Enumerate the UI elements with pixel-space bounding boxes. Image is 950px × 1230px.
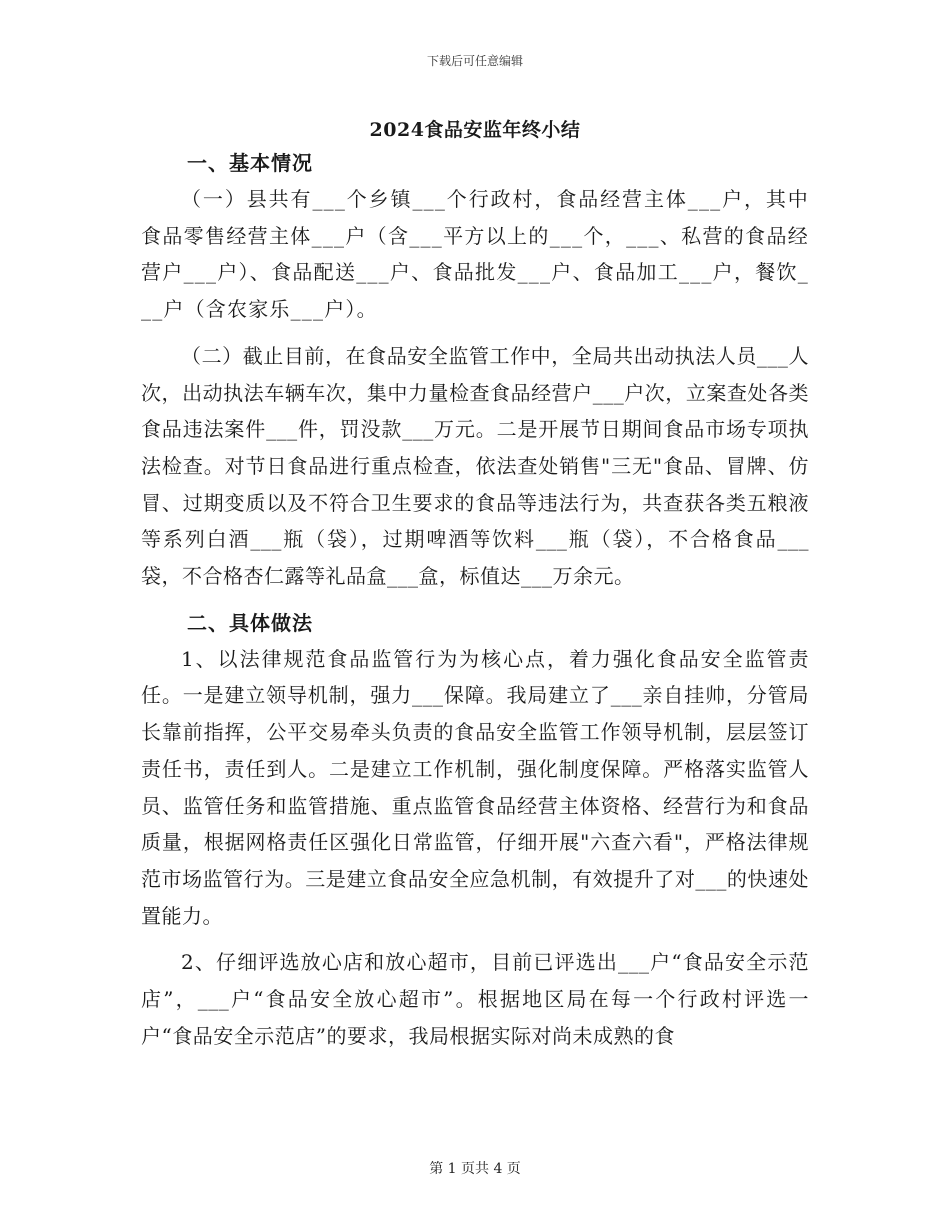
paragraph: 2、仔细评选放心店和放心超市，目前已评选出___户“食品安全示范店”，___户“食品安全放心超市”。根据地区局在每一个行政村评选一户“食品安全示范店”的要求，我局根据实际对尚未成熟的食 xyxy=(141,950,809,1048)
section-heading: 一、基本情况 xyxy=(187,151,313,175)
section-heading: 二、具体做法 xyxy=(187,610,313,635)
section-basic-situation xyxy=(141,145,809,595)
section-specific-practices xyxy=(141,605,809,1055)
paragraph: （二）截止目前，在食品安全监管工作中，全局共出动执法人员___人次，出动执法车辆车次，集中力量检查食品经营户___户次，立案查处各类食品违法案件___件，罚没款___万元。二是开展节日期间食品市场专项执法检查。对节日食品进行重点检查，依法查处销售"三无"食品、冒牌、仿冒、过期变质以及不符合卫生要求的食品等违法行为，共查获各类五粮液等系列白酒___瓶（袋），过期啤酒等饮料___瓶（袋），不合格食品___袋，不合格杏仁露等礼品盒___盒，标值达___万余元。 xyxy=(141,343,809,589)
page-footer: 第 1 页共 4 页 xyxy=(429,1161,521,1177)
document-title: 2024食品安监年终小结 xyxy=(369,119,581,141)
document-body xyxy=(141,145,809,1054)
paragraph: （一）县共有___个乡镇___个行政村，食品经营主体___户，其中食品零售经营主体___户（含___平方以上的___个，___、私营的食品经营户___户）、食品配送___户、食品批发___户、食品加工___户，餐饮___户（含农家乐___户）。 xyxy=(141,187,809,322)
header-note: 下载后可任意编辑 xyxy=(426,54,523,68)
paragraph: 1、以法律规范食品监管行为为核心点，着力强化食品安全监管责任。一是建立领导机制，强力___保障。我局建立了___亲自挂帅，分管局长靠前指挥，公平交易牵头负责的食品安全监管工作领导机制，层层签订责任书，责任到人。二是建立工作机制，强化制度保障。严格落实监管人员、监管任务和监管措施、重点监管食品经营主体资格、经营行为和食品质量，根据网格责任区强化日常监管，仔细开展"六查六看"，严格法律规范市场监管行为。三是建立食品安全应急机制，有效提升了对___的快速处置能力。 xyxy=(141,646,809,928)
